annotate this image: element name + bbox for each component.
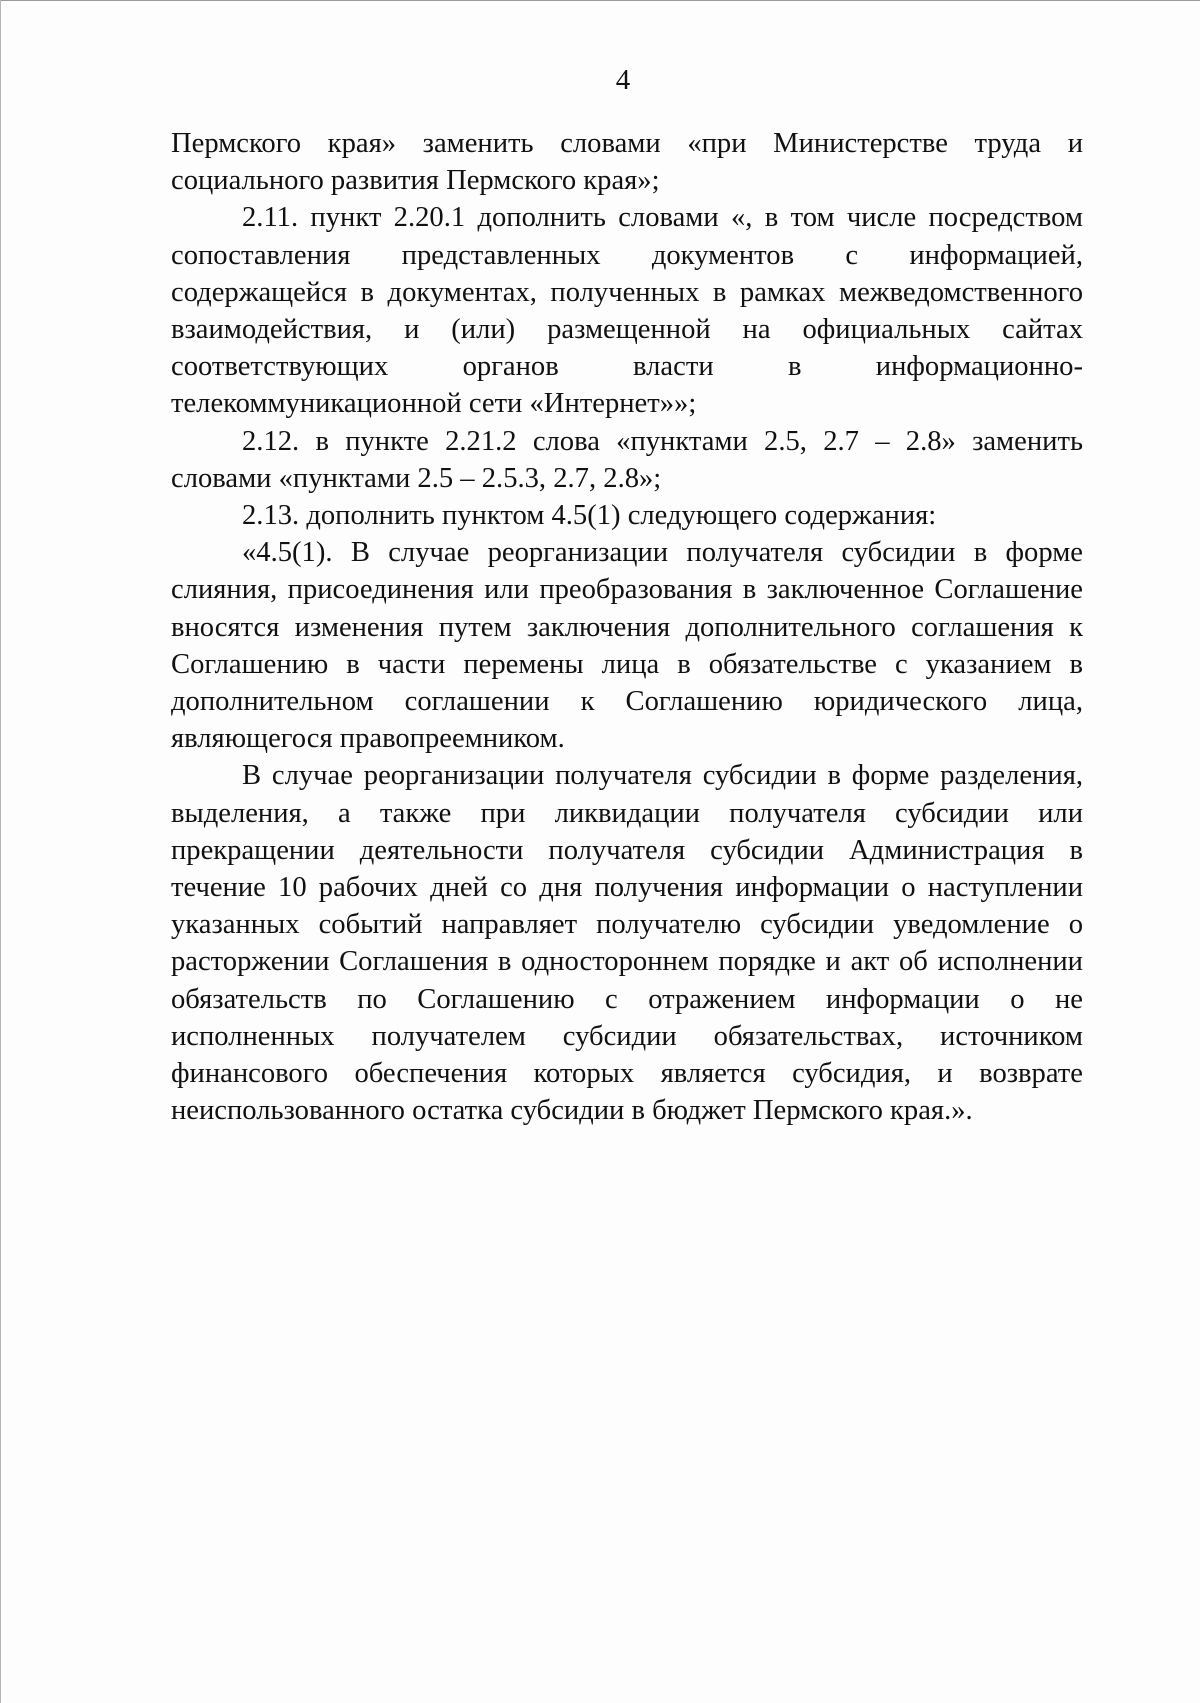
paragraph-reorganization-case: В случае реорганизации получателя субсидии в форме разделения, выделения, а также при ликвидации получателя субсидии или прекращении деятельности получателя субсидии Администрация в течение 10 рабочих дней со дня получения информации о наступлении указанных событий направляет получателю субсидии уведомление о расторжении Соглашения в одностороннем порядке и акт об исполнении обязательств по Соглашению с отражением информации о не исполненных получателем субсидии обязательствах, источником финансового обеспечения которых является субсидия, и возврате неиспользованного остатка субсидии в бюджет Пермского края.». [171, 760, 1083, 1127]
document-body [171, 125, 1083, 1129]
page-number: 4 [615, 64, 631, 96]
scan-edge-left [0, 0, 1, 1703]
paragraph-item-2-12: 2.12. в пункте 2.21.2 слова «пунктами 2.5, 2.7 – 2.8» заменить словами «пунктами 2.5 – 2.5.3, 2.7, 2.8»; [171, 425, 1083, 494]
paragraph-continuation: Пермского края» заменить словами «при Министерстве труда и социального развития Пермского края»; [171, 128, 1083, 197]
paragraph-item-2-13: 2.13. дополнить пунктом 4.5(1) следующего содержания: [242, 500, 937, 532]
paragraph-item-2-11: 2.11. пункт 2.20.1 дополнить словами «, в том числе посредством сопоставления представленных документов с информацией, содержащейся в документах, полученных в рамках межведомственного взаимодействия, и (или) размещенной на официальных сайтах соответствующих органов власти в информационно-телекоммуникационной сети «Интернет»»; [171, 202, 1083, 420]
scan-edge-top [0, 0, 1200, 1]
paragraph-clause-4-5-1: «4.5(1). В случае реорганизации получателя субсидии в форме слияния, присоединения или преобразования в заключенное Соглашение вносятся изменения путем заключения дополнительного соглашения к Соглашению в части перемены лица в обязательстве с указанием в дополнительном соглашении к Соглашению юридического лица, являющегося правопреемником. [171, 537, 1083, 755]
